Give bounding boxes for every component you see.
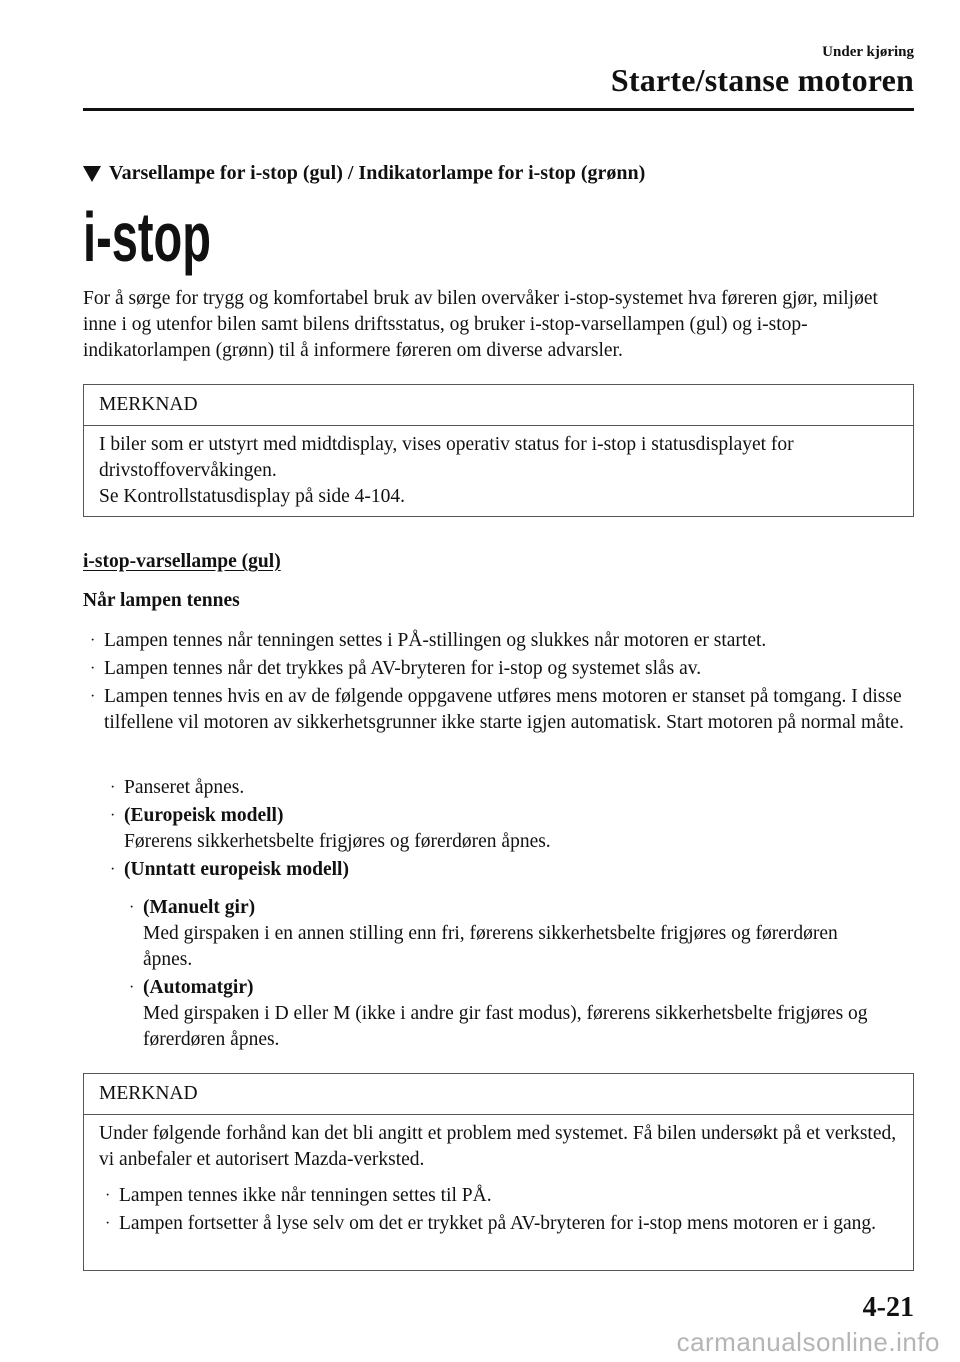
bullet-icon: ·: [129, 899, 135, 916]
bullet-icon: ·: [110, 861, 116, 878]
list-item: · (Europeisk modell) Førerens sikkerhetsbelte frigjøres og førerdøren åpnes.: [110, 805, 551, 852]
note-text: I biler som er utstyrt med midtdisplay, vises operativ status for i-stop i statusdisplayet for drivstoffovervåkingen.: [99, 434, 794, 481]
section-heading-text: Varsellampe for i-stop (gul) / Indikatorlampe for i-stop (grønn): [109, 162, 646, 184]
bullet-icon: ·: [129, 979, 135, 996]
page-title: Starte/stanse motoren: [610, 62, 914, 98]
bullet-icon: ·: [105, 1215, 111, 1232]
istop-logo-text: i-stop: [83, 198, 211, 276]
bullet-icon: ·: [90, 688, 96, 705]
list-item: · Panseret åpnes.: [124, 775, 904, 801]
note-text: Under følgende forhånd kan det bli angitt et problem med systemet. Få bilen undersøkt på et verksted, vi anbefaler et autorisert Mazda-verksted.: [99, 1123, 897, 1170]
bullet-icon: ·: [105, 1187, 111, 1204]
intro-paragraph: For å sørge for trygg og komfortabel bruk av bilen overvåker i-stop-systemet hva føreren gjør, miljøet inne i og utenfor bilen samt bilens driftsstatus, og bruker i-stop-varsellampen (gul) og i-stop-indikatorlampen (grønn) til å informere føreren om diverse advarsler.: [83, 288, 878, 361]
bullet-icon: ·: [110, 807, 116, 824]
section-heading: [83, 162, 645, 185]
list-item: · (Manuelt gir) Med girspaken i en annen stilling enn fri, førerens sikkerhetsbelte frigjøres og førerdøren åpnes.: [129, 897, 838, 970]
triangle-marker-icon: [83, 166, 101, 182]
bullet-icon: ·: [90, 632, 96, 649]
list-item: · Lampen tennes ikke når tenningen settes til PÅ.: [99, 1183, 898, 1209]
list-item: · (Automatgir) Med girspaken i D eller M (ikke i andre gir fast modus), førerens sikkerhetsbelte frigjøres og førerdøren åpnes.: [129, 977, 868, 1050]
note-title: MERKNAD: [84, 385, 913, 426]
watermark: carmanualsonline.info: [676, 1327, 940, 1357]
list-item: · (Unntatt europeisk modell): [124, 857, 904, 883]
list-item: · Lampen tennes når tenningen settes i PÅ-stillingen og slukkes når motoren er startet.: [104, 628, 914, 654]
istop-logo-icon: [83, 195, 213, 277]
bullet-icon: ·: [110, 779, 116, 796]
note-title: MERKNAD: [84, 1074, 913, 1115]
warning-lamp-subheading: i-stop-varsellampe (gul): [83, 551, 281, 572]
list-item: · Lampen fortsetter å lyse selv om det er trykket på AV-bryteren for i-stop mens motoren er i gang.: [99, 1211, 898, 1237]
page-number: 4-21: [862, 1292, 914, 1323]
note-box-status-display: [83, 384, 914, 517]
list-item: · Lampen tennes når det trykkes på AV-bryteren for i-stop og systemet slås av.: [104, 656, 914, 682]
chapter-label: Under kjøring: [822, 44, 914, 60]
when-lamp-lights-label: Når lampen tennes: [83, 590, 240, 611]
list-item: · Lampen tennes hvis en av de følgende oppgavene utføres mens motoren er stanset på tomgang. I disse tilfellene vil motoren av sikkerhetsgrunner ikke starte igjen automatisk. Start motoren på normal måte.: [90, 686, 904, 733]
bullet-icon: ·: [90, 660, 96, 677]
header-divider: [83, 108, 914, 111]
note-reference: Se Kontrollstatusdisplay på side 4-104.: [99, 486, 406, 507]
note-box-system-problem: [83, 1073, 914, 1271]
